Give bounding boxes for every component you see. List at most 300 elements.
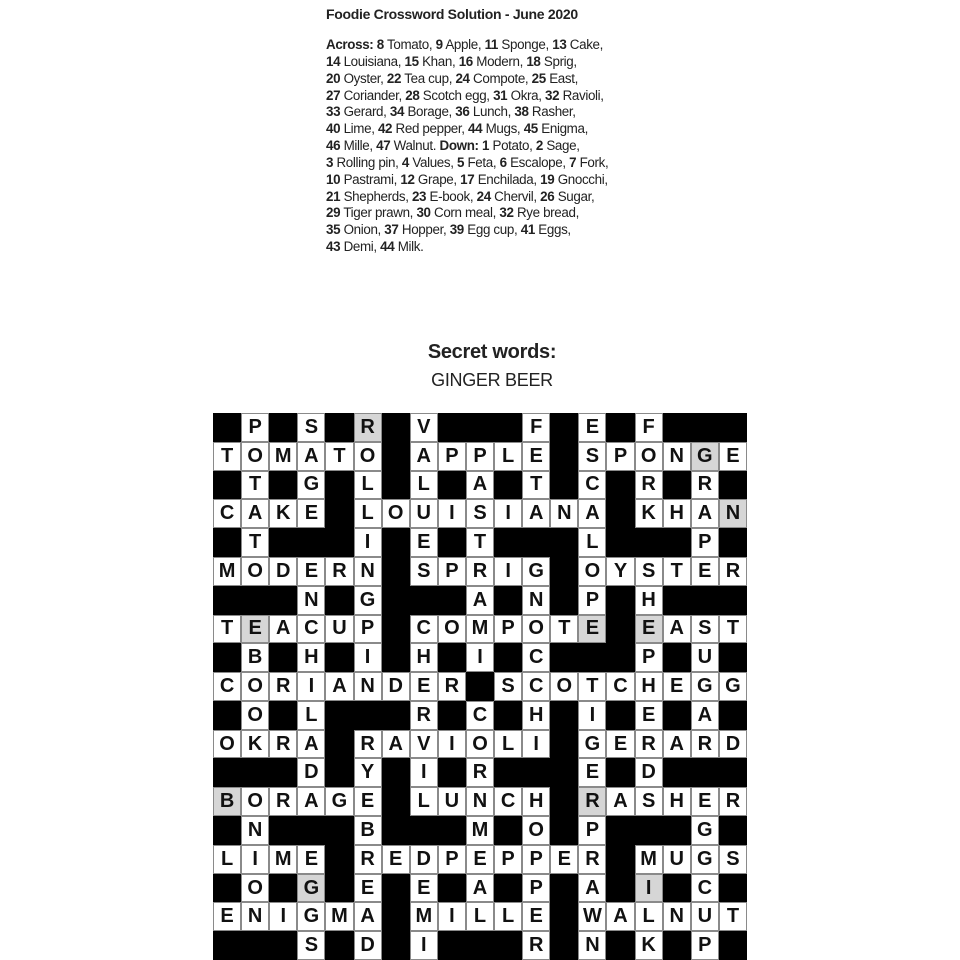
black-square [466,931,494,960]
letter-cell: A [606,787,634,816]
black-square [438,471,466,500]
black-square [606,701,634,730]
letter-cell: M [269,845,297,874]
letter-cell: L [354,471,382,500]
clue-answer: Pastrami, [340,171,401,187]
clue-number: 32 [499,205,514,221]
black-square [663,586,691,615]
black-square [213,931,241,960]
clue-answer: Borage, [404,104,456,120]
letter-cell: D [297,758,325,787]
letter-cell: R [522,931,550,960]
letter-cell: A [522,499,550,528]
black-square [550,413,578,442]
letter-cell: R [719,557,747,586]
letter-cell: V [410,730,438,759]
clue-answer: Fork, [576,154,609,170]
letter-cell: G [578,730,606,759]
letter-cell: O [578,557,606,586]
letter-cell: E [578,413,606,442]
black-square [494,816,522,845]
shaded-letter-cell: G [297,874,325,903]
black-square [269,874,297,903]
letter-cell: N [241,816,269,845]
clue-answer: Tea cup, [401,70,456,86]
letter-cell: T [663,557,691,586]
letter-cell: H [635,672,663,701]
letter-cell: C [297,615,325,644]
letter-cell: O [466,730,494,759]
black-square [382,471,410,500]
black-square [438,931,466,960]
black-square [213,874,241,903]
black-square [241,758,269,787]
black-square [325,816,353,845]
letter-cell: R [691,730,719,759]
black-square [325,874,353,903]
letter-cell: U [691,643,719,672]
black-square [606,931,634,960]
black-square [550,701,578,730]
letter-cell: A [410,442,438,471]
black-square [550,586,578,615]
black-square [382,701,410,730]
letter-cell: K [635,931,663,960]
letter-cell: P [522,874,550,903]
letter-cell: H [297,643,325,672]
letter-cell: E [691,787,719,816]
clue-number: 32 [545,87,560,103]
clue-number: 25 [531,70,546,86]
letter-cell: U [325,615,353,644]
black-square [663,643,691,672]
letter-cell: S [578,442,606,471]
letter-cell: M [410,902,438,931]
letter-cell: O [241,701,269,730]
letter-cell: C [522,672,550,701]
clue-number: 23 [411,188,427,204]
clue-line [326,138,608,155]
letter-cell: M [325,902,353,931]
letter-cell: A [606,902,634,931]
clue-number: 13 [552,37,567,52]
black-square [325,643,353,672]
letter-cell: A [382,730,410,759]
letter-cell: A [663,615,691,644]
letter-cell: H [522,787,550,816]
letter-cell: N [354,672,382,701]
black-square [719,874,747,903]
black-square [438,874,466,903]
shaded-letter-cell: R [578,787,606,816]
black-square [550,874,578,903]
clue-answer: Corn meal, [430,205,500,221]
black-square [213,816,241,845]
letter-cell: K [269,499,297,528]
black-square [354,701,382,730]
black-square [550,557,578,586]
clue-number: 33 [326,104,341,120]
letter-cell: P [578,586,606,615]
letter-cell: A [578,499,606,528]
clue-answer: Red pepper, [392,121,469,137]
letter-cell: L [354,499,382,528]
clue-answer: Ravioli, [559,87,604,103]
letter-cell: A [297,787,325,816]
letter-cell: N [354,557,382,586]
clue-number: 6 [499,154,507,170]
clue-number: 14 [326,53,341,69]
black-square [719,701,747,730]
black-square [213,701,241,730]
black-square [494,586,522,615]
shaded-letter-cell: E [578,615,606,644]
letter-cell: N [578,931,606,960]
clue-answer: Rye bread, [513,205,579,221]
black-square [550,528,578,557]
letter-cell: G [522,557,550,586]
clue-answer: Enigma, [537,121,588,137]
black-square [719,528,747,557]
clue-line [326,54,608,71]
black-square [382,643,410,672]
black-square [438,528,466,557]
letter-cell: I [494,557,522,586]
black-square [269,931,297,960]
shaded-letter-cell: N [719,499,747,528]
black-square [719,758,747,787]
black-square [606,816,634,845]
letter-cell: E [635,701,663,730]
letter-cell: L [410,787,438,816]
clue-answer: Sponge, [498,37,553,52]
black-square [663,816,691,845]
black-square [241,931,269,960]
clue-number: 41 [520,222,535,238]
letter-cell: A [466,586,494,615]
letter-cell: U [410,499,438,528]
clue-answer: Apple, [442,37,485,52]
letter-cell: O [438,615,466,644]
black-square [325,845,353,874]
black-square [325,499,353,528]
letter-cell: A [354,902,382,931]
letter-cell: O [635,442,663,471]
letter-cell: O [550,672,578,701]
letter-cell: I [354,643,382,672]
shaded-letter-cell: I [635,874,663,903]
clue-line [326,37,608,54]
clue-number: 11 [484,37,499,52]
secret-words-heading: Secret words: [427,341,557,363]
letter-cell: R [269,730,297,759]
letter-cell: E [466,845,494,874]
black-square [269,643,297,672]
clue-number: 27 [326,87,341,103]
letter-cell: S [297,413,325,442]
clue-number: 38 [514,104,529,120]
page-title: Foodie Crossword Solution - June 2020 [326,6,578,22]
letter-cell: T [213,615,241,644]
black-square [269,586,297,615]
letter-cell: H [410,643,438,672]
clue-answer: Demi, [340,239,381,255]
black-square [494,413,522,442]
clue-answer: Louisiana, [340,53,405,69]
letter-cell: C [213,672,241,701]
clue-answer: Egg cup, [463,222,521,238]
clue-answer: Gnocchi, [554,171,608,187]
letter-cell: P [691,931,719,960]
black-square [691,758,719,787]
letter-cell: U [663,845,691,874]
letter-cell: P [438,557,466,586]
letter-cell: A [578,874,606,903]
letter-cell: S [410,557,438,586]
black-square [382,615,410,644]
black-square [438,758,466,787]
clue-answer: Milk. [394,239,424,255]
black-square [382,442,410,471]
clue-number: 4 [401,154,410,170]
letter-cell: E [606,730,634,759]
black-square [382,874,410,903]
black-square [438,701,466,730]
letter-cell: E [410,528,438,557]
clue-answer: Feta, [464,154,500,170]
black-square [635,816,663,845]
letter-cell: R [466,557,494,586]
letter-cell: I [354,528,382,557]
clue-answer: Lime, [340,121,378,137]
letter-cell: D [719,730,747,759]
black-square [550,643,578,672]
letter-cell: C [691,874,719,903]
letter-cell: K [241,730,269,759]
black-square [719,471,747,500]
clue-answer: Hopper, [398,222,450,238]
letter-cell: E [297,557,325,586]
letter-cell: S [635,787,663,816]
letter-cell: D [410,845,438,874]
clue-number: 39 [449,222,464,238]
letter-cell: V [410,413,438,442]
letter-cell: R [269,787,297,816]
letter-cell: A [691,701,719,730]
clue-line [326,239,608,256]
black-square [606,845,634,874]
black-square [550,787,578,816]
clue-answer: Tomato, [383,37,436,52]
letter-cell: R [354,845,382,874]
letter-cell: C [466,701,494,730]
black-square [382,931,410,960]
black-square [550,471,578,500]
letter-cell: A [269,615,297,644]
black-square [691,413,719,442]
black-square [606,615,634,644]
black-square [325,701,353,730]
black-square [494,701,522,730]
clue-number: 31 [493,87,508,103]
letter-cell: G [297,902,325,931]
letter-cell: T [213,442,241,471]
black-square [719,816,747,845]
letter-cell: P [494,845,522,874]
letter-cell: S [297,931,325,960]
black-square [719,931,747,960]
black-square [213,586,241,615]
letter-cell: E [410,874,438,903]
clue-number: 44 [380,239,395,255]
letter-cell: N [663,442,691,471]
black-square [550,902,578,931]
black-square [269,758,297,787]
letter-cell: P [606,442,634,471]
black-square [494,471,522,500]
letter-cell: I [438,499,466,528]
letter-cell: G [691,845,719,874]
black-square [382,413,410,442]
black-square [382,586,410,615]
black-square [213,528,241,557]
black-square [550,931,578,960]
clue-number: 24 [476,188,491,204]
letter-cell: F [635,413,663,442]
black-square [719,586,747,615]
black-square [522,758,550,787]
letter-cell: M [466,816,494,845]
letter-cell: T [241,528,269,557]
clue-line [326,205,608,222]
letter-cell: T [522,471,550,500]
letter-cell: E [297,499,325,528]
black-square [213,471,241,500]
black-square [269,471,297,500]
black-square [438,586,466,615]
letter-cell: I [578,701,606,730]
black-square [382,816,410,845]
black-square [606,471,634,500]
letter-cell: O [241,787,269,816]
black-square [438,643,466,672]
black-square [269,701,297,730]
black-square [578,643,606,672]
black-square [325,471,353,500]
letter-cell: I [494,499,522,528]
letter-cell: T [719,615,747,644]
letter-cell: I [410,758,438,787]
letter-cell: I [466,643,494,672]
letter-cell: G [719,672,747,701]
letter-cell: E [578,758,606,787]
clue-number: 44 [468,121,483,137]
letter-cell: C [213,499,241,528]
letter-cell: Y [354,758,382,787]
clue-line [326,104,608,121]
letter-cell: R [269,672,297,701]
letter-cell: R [691,471,719,500]
letter-cell: P [494,615,522,644]
letter-cell: F [522,413,550,442]
letter-cell: P [438,442,466,471]
black-square [213,643,241,672]
black-square [297,528,325,557]
clue-answer: Mille, [340,138,377,154]
black-square [663,413,691,442]
letter-cell: E [354,874,382,903]
letter-cell: G [354,586,382,615]
letter-cell: G [325,787,353,816]
black-square [494,931,522,960]
clue-answer: Shepherds, [340,188,412,204]
clue-line [326,88,608,105]
letter-cell: R [438,672,466,701]
letter-cell: S [635,557,663,586]
clue-line [326,71,608,88]
letter-cell: E [354,787,382,816]
letter-cell: M [213,557,241,586]
clue-answer: Sugar, [554,188,595,204]
clue-number: 18 [526,53,541,69]
letter-cell: N [663,902,691,931]
shaded-letter-cell: E [241,615,269,644]
black-square [297,816,325,845]
letter-cell: L [635,902,663,931]
black-square [466,413,494,442]
letter-cell: R [410,701,438,730]
letter-cell: N [522,586,550,615]
letter-cell: R [325,557,353,586]
clue-number: 9 [435,37,443,52]
letter-cell: O [522,615,550,644]
black-square [213,413,241,442]
letter-cell: P [438,845,466,874]
letter-cell: P [241,413,269,442]
clue-number: 30 [416,205,431,221]
letter-cell: K [635,499,663,528]
black-square [606,758,634,787]
black-square [663,701,691,730]
letter-cell: L [578,528,606,557]
black-square [550,442,578,471]
letter-cell: A [466,874,494,903]
clue-number: 17 [460,171,475,187]
clue-answer: Mugs, [482,121,524,137]
clue-answer: Scotch egg, [419,87,494,103]
clue-number: 29 [326,205,341,221]
letter-cell: D [354,931,382,960]
letter-cell: A [297,730,325,759]
letter-cell: I [438,730,466,759]
letter-cell: C [494,787,522,816]
letter-cell: L [494,902,522,931]
black-square [325,730,353,759]
clue-line [326,155,608,172]
clue-number: 42 [377,121,393,137]
clue-answer: Modern, [472,53,527,69]
black-square [606,413,634,442]
black-square [663,471,691,500]
black-square [663,528,691,557]
letter-cell: T [325,442,353,471]
clue-number: 34 [389,104,405,120]
letter-cell: I [522,730,550,759]
black-square [382,902,410,931]
black-square [325,586,353,615]
clue-answer: Potato, [489,138,536,154]
shaded-letter-cell: G [691,442,719,471]
